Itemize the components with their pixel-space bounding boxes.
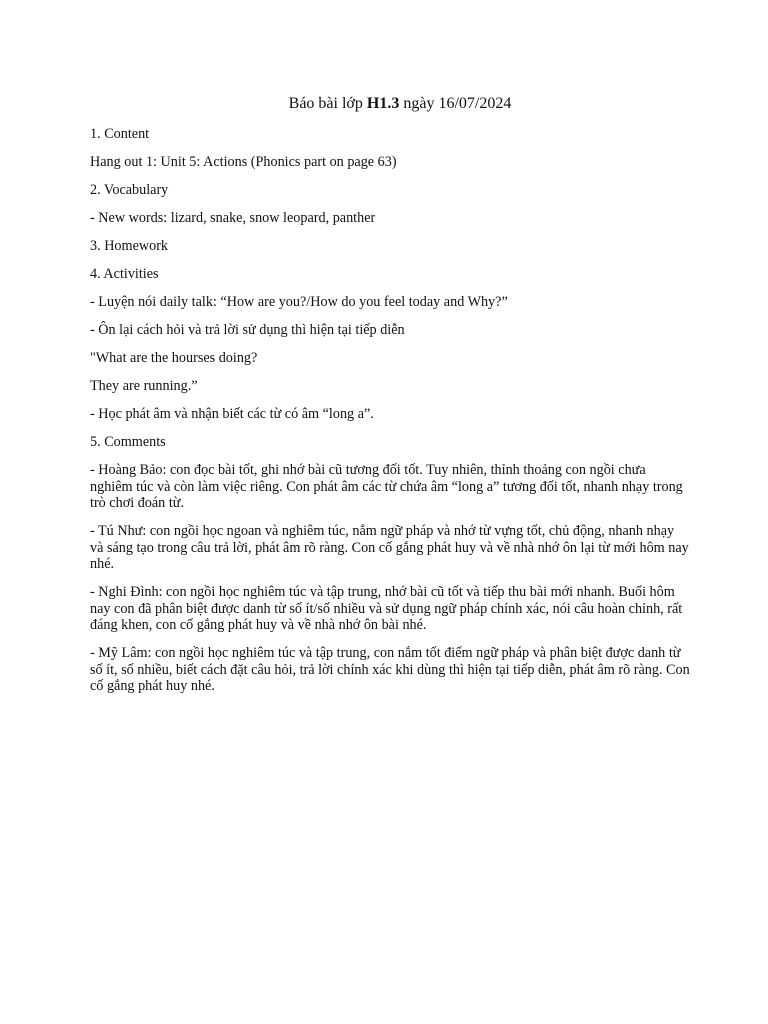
activity-example-answer: They are running.” bbox=[90, 378, 198, 394]
document-title bbox=[90, 94, 690, 114]
comment-paragraph: - Tú Như: con ngồi học ngoan và nghiêm túc, nắm ngữ pháp và nhớ từ vựng tốt, chủ động, nhanh nhạy và sáng tạo trong câu trả lời, phát âm rõ ràng. Con cố gắng phát huy và về nhà nhớ ôn lại từ mới hôm nay nhé. bbox=[90, 523, 689, 572]
comment-paragraph: - Mỹ Lâm: con ngồi học nghiêm túc và tập trung, con nắm tốt điểm ngữ pháp và phân biệt được danh từ số ít, số nhiều, biết cách đặt câu hỏi, trả lời chính xác khi dùng thì hiện tại tiếp diễn, phát âm rõ ràng. Con cố gắng phát huy nhé. bbox=[90, 645, 690, 694]
section-heading-comments: 5. Comments bbox=[90, 434, 166, 450]
section-heading-homework: 3. Homework bbox=[90, 238, 169, 254]
activity-line: - Học phát âm và nhận biết các từ có âm “long a”. bbox=[90, 406, 374, 422]
section-heading-activities: 4. Activities bbox=[90, 266, 159, 282]
vocabulary-line: - New words: lizard, snake, snow leopard, panther bbox=[90, 210, 376, 226]
comment-paragraph: - Hoàng Bảo: con đọc bài tốt, ghi nhớ bài cũ tương đối tốt. Tuy nhiên, thỉnh thoảng con ngồi chưa nghiêm túc và còn làm việc riêng. Con phát âm các từ chứa âm “long a” tương đối tốt, nhanh nhạy trong trò chơi đoán từ. bbox=[90, 462, 683, 511]
activity-example-question: "What are the hourses doing? bbox=[90, 350, 258, 366]
title-prefix: Báo bài lớp bbox=[288, 95, 367, 112]
title-suffix: ngày 16/07/2024 bbox=[399, 95, 512, 112]
document-body bbox=[90, 94, 690, 706]
section-heading-content: 1. Content bbox=[90, 126, 150, 142]
comment-paragraph: - Nghi Đình: con ngồi học nghiêm túc và tập trung, nhớ bài cũ tốt và tiếp thu bài mới nhanh. Buổi hôm nay con đã phân biệt được danh từ số ít/số nhiều và sử dụng ngữ pháp chính xác, nói câu hoàn chỉnh, rất đáng khen, con cố gắng phát huy và về nhà nhớ ôn bài nhé. bbox=[90, 584, 683, 633]
activity-line: - Ôn lại cách hỏi và trả lời sử dụng thì hiện tại tiếp diễn bbox=[90, 322, 405, 338]
activity-line: - Luyện nói daily talk: “How are you?/How do you feel today and Why?” bbox=[90, 294, 508, 310]
section-heading-vocabulary: 2. Vocabulary bbox=[90, 182, 169, 198]
title-class-code: H1.3 bbox=[366, 95, 400, 112]
content-line: Hang out 1: Unit 5: Actions (Phonics part on page 63) bbox=[90, 154, 397, 170]
